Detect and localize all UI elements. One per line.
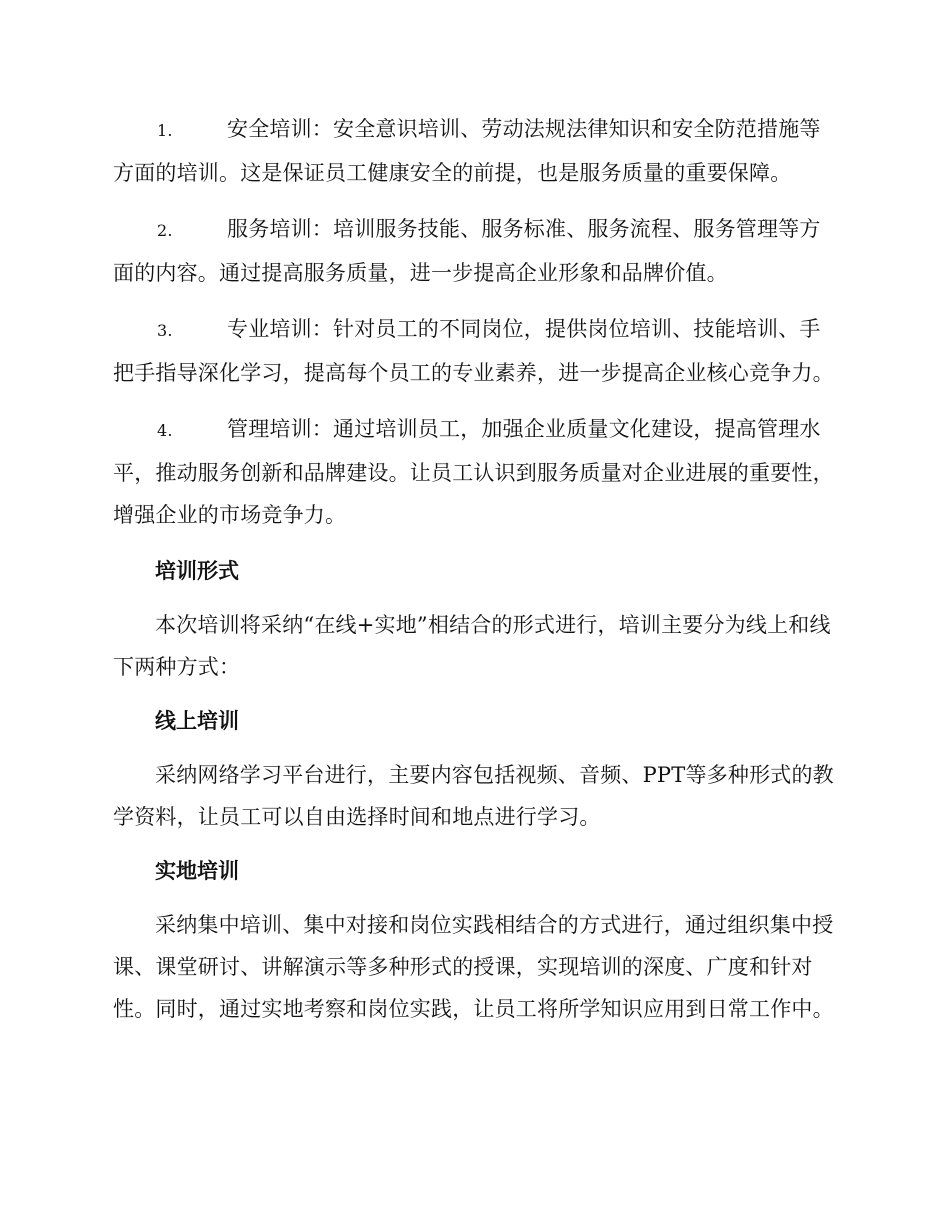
list-text: 管理培训：通过培训员工，加强企业质量文化建设，提高管理水平，推动服务创新和品牌建设。让员工认识到服务质量对企业进展的重要性，增强企业的市场竞争力。: [113, 417, 834, 527]
section-heading-training-form: 培训形式: [155, 559, 239, 583]
list-item-service: [113, 208, 835, 294]
list-number: 1.: [157, 121, 173, 140]
list-text: 安全培训：安全意识培训、劳动法规法律知识和安全防范措施等方面的培训。这是保证员工健康安全的前提，也是服务质量的重要保障。: [113, 117, 821, 185]
list-item-management: [113, 408, 835, 536]
document-body: [113, 108, 835, 1042]
section-text-onsite-training: 采纳集中培训、集中对接和岗位实践相结合的方式进行，通过组织集中授课、课堂研讨、讲解演示等多种形式的授课，实现培训的深度、广度和针对性。同时，通过实地考察和岗位实践，让员工将所学知识应用到日常工作中。: [113, 913, 834, 1021]
list-number: 4.: [157, 421, 173, 440]
list-number: 3.: [157, 321, 173, 340]
list-text: 专业培训：针对员工的不同岗位，提供岗位培训、技能培训、手把手指导深化学习，提高每个员工的专业素养，进一步提高企业核心竞争力。: [113, 317, 834, 385]
list-item-safety: [113, 108, 835, 194]
section-heading-online-training: 线上培训: [155, 709, 239, 733]
list-item-professional: [113, 308, 835, 394]
list-text: 服务培训：培训服务技能、服务标准、服务流程、服务管理等方面的内容。通过提高服务质量，进一步提高企业形象和品牌价值。: [113, 217, 821, 285]
list-number: 2.: [157, 221, 173, 240]
section-text-online-training: 采纳网络学习平台进行，主要内容包括视频、音频、PPT等多种形式的教学资料，让员工可以自由选择时间和地点进行学习。: [113, 763, 834, 829]
section-heading-onsite-training: 实地培训: [155, 859, 239, 883]
section-text-training-form: 本次培训将采纳“在线+实地”相结合的形式进行，培训主要分为线上和线下两种方式：: [113, 613, 831, 679]
